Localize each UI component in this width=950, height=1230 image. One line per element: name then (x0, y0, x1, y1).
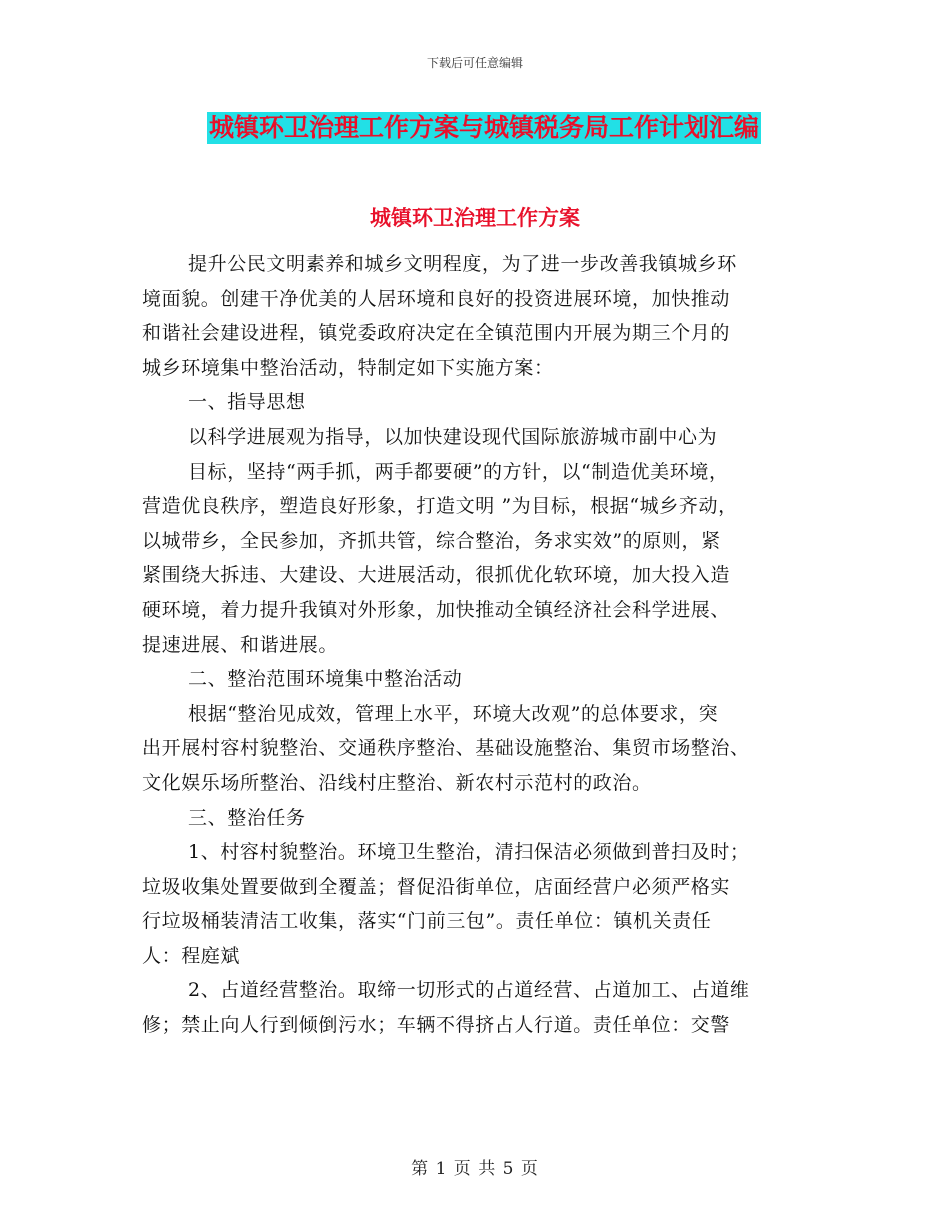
text-line: 三、整治任务 (188, 806, 306, 829)
text-line: 修；禁止向人行到倾倒污水；车辆不得挤占人行道。责任单位：交警 (142, 1014, 731, 1037)
text-line: 城乡环境集中整治活动，特制定如下实施方案： (142, 356, 554, 379)
text-line: 以城带乡，全民参加，齐抓共管，综合整治，务求实效”的原则，紧 (142, 529, 721, 552)
body-text (142, 247, 812, 1043)
document-main-title: 城镇环卫治理工作方案与城镇税务局工作计划汇编 (209, 113, 760, 142)
text-line: 硬环境，着力提升我镇对外形象，加快推动全镇经济社会科学进展、 (142, 598, 731, 621)
text-line: 和谐社会建设进程，镇党委政府决定在全镇范围内开展为期三个月的 (142, 322, 731, 345)
text-line: 营造优良秩序，塑造良好形象，打造文明 ”为目标，根据“城乡齐动， (142, 495, 738, 518)
text-line: 提速进展、和谐进展。 (142, 633, 339, 656)
text-line: 紧围绕大拆违、大建设、大进展活动，很抓优化软环境，加大投入造 (142, 564, 731, 587)
text-line: 根据“整治见成效，管理上水平，环境大改观”的总体要求，突 (188, 702, 719, 725)
text-line: 行垃圾桶装清洁工收集，落实“门前三包”。责任单位：镇机关责任 (142, 910, 712, 933)
text-line: 2、占道经营整治。取缔一切形式的占道经营、占道加工、占道维 (188, 979, 750, 1002)
text-line: 人：程庭斌 (142, 944, 241, 967)
text-line: 文化娱乐场所整治、沿线村庄整治、新农村示范村的政治。 (142, 771, 652, 794)
header-note: 下载后可任意编辑 (426, 56, 523, 70)
text-line: 出开展村容村貌整治、交通秩序整治、基础设施整治、集贸市场整治、 (142, 737, 750, 760)
section-title: 城镇环卫治理工作方案 (370, 205, 580, 230)
text-line: 二、整治范围环境集中整治活动 (188, 668, 463, 691)
text-line: 一、指导思想 (188, 391, 306, 414)
text-line: 提升公民文明素养和城乡文明程度，为了进一步改善我镇城乡环 (188, 253, 737, 275)
text-line: 以科学进展观为指导，以加快建设现代国际旅游城市副中心为 (188, 425, 718, 448)
text-line: 目标，坚持“两手抓，两手都要硬”的方针，以“制造优美环境， (188, 460, 729, 483)
text-line: 1、村容村貌整治。环境卫生整治，清扫保洁必须做到普扫及时； (188, 841, 750, 864)
text-line: 垃圾收集处置要做到全覆盖；督促沿街单位，店面经营户必须严格实 (142, 875, 731, 898)
text-line: 境面貌。创建干净优美的人居环境和良好的投资进展环境，加快推动 (142, 287, 731, 310)
page-footer: 第 1 页 共 5 页 (411, 1159, 539, 1179)
